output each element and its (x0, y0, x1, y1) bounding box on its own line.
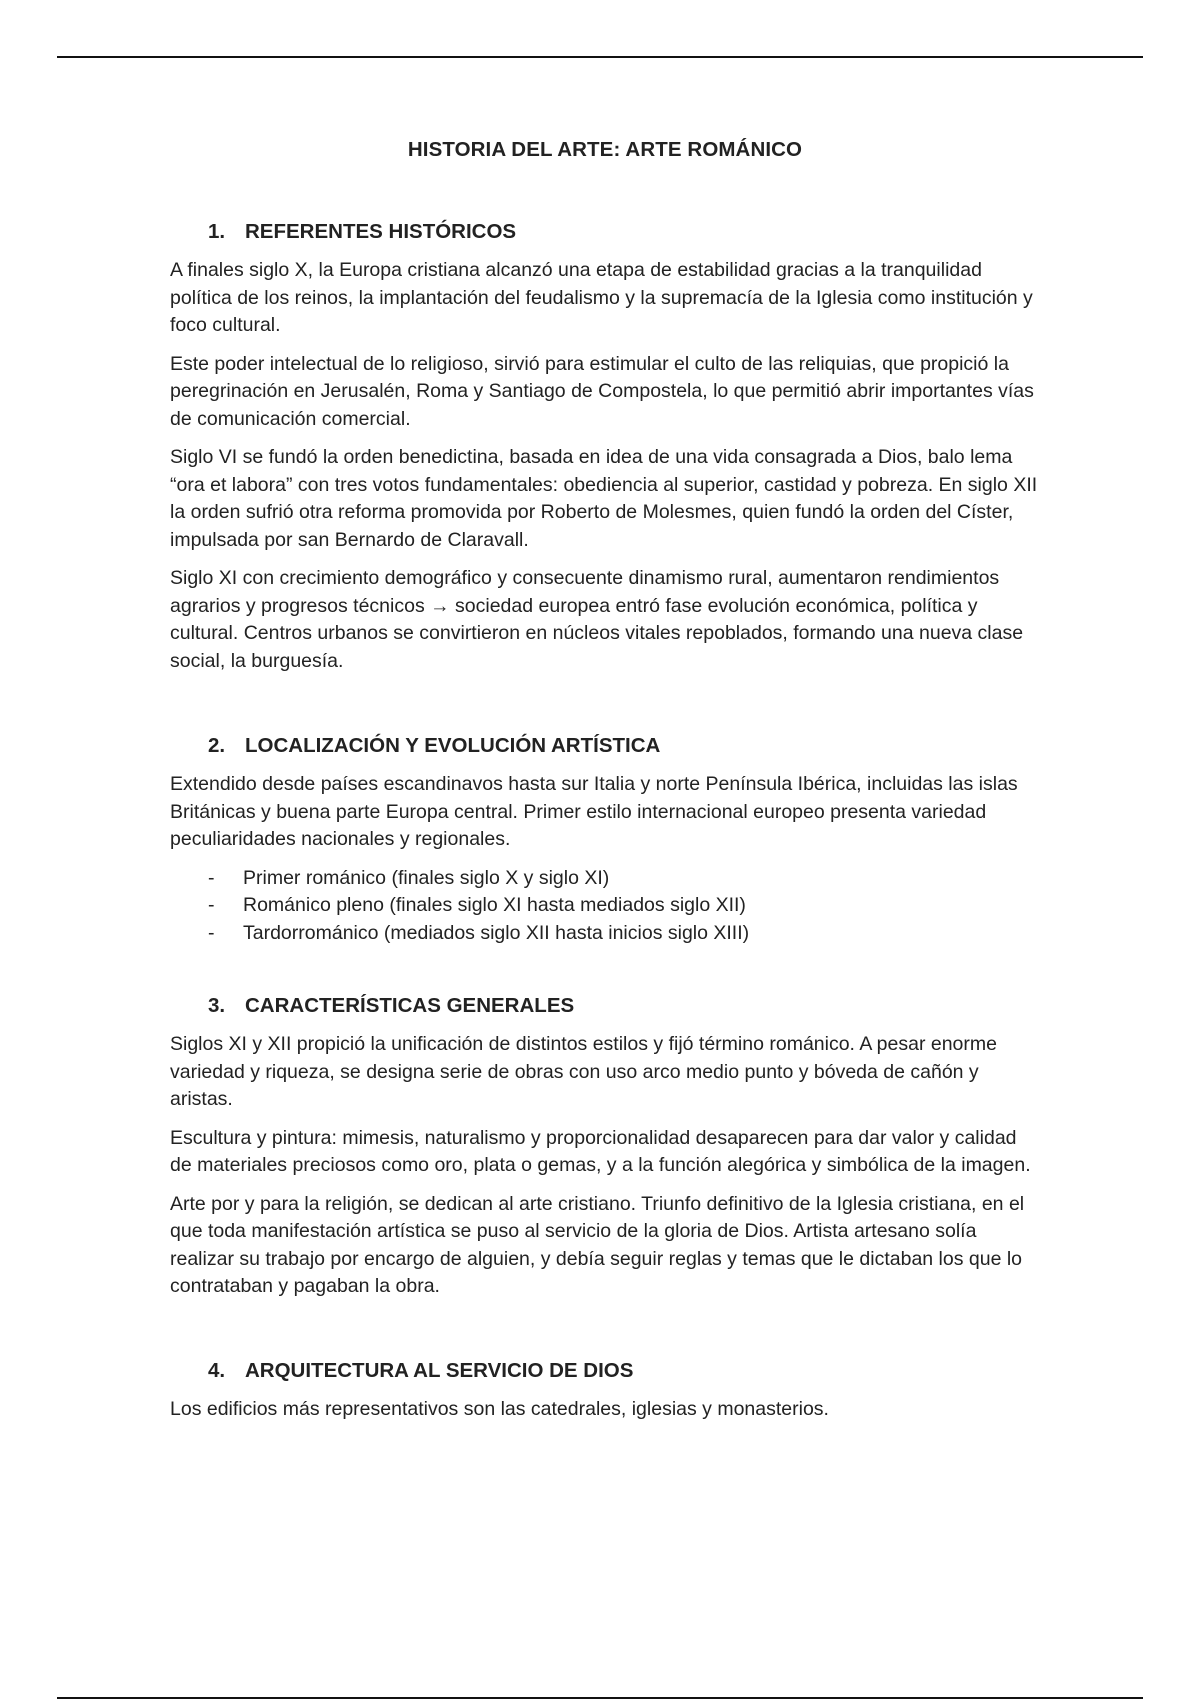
list-bullet: - (208, 866, 215, 889)
section-heading (170, 1359, 1040, 1383)
paragraph: Arte por y para la religión, se dedican al arte cristiano. Triunfo definitivo de la Iglesia cristiana, en el que toda manifestación artística se puso al servicio de la gloria de Dios. Artista artesano solía realizar su trabajo por encargo de alguien, y debía seguir reglas y temas que le dictaban los que lo contrataban y pagaban la obra. (170, 1192, 1025, 1297)
section-caracteristicas-generales (170, 994, 1040, 1301)
section-heading (170, 994, 1040, 1018)
list-bullet: - (208, 921, 215, 944)
paragraph: Siglo VI se fundó la orden benedictina, basada en idea de una vida consagrada a Dios, balo lema “ora et labora” con tres votos fundamentales: obediencia al superior, castidad y pobreza. En siglo XII la orden sufrió otra reforma promovida por Roberto de Molesmes, quien fundó la orden del Císter, impulsada por san Bernardo de Claravall. (170, 446, 1038, 551)
section-title: ARQUITECTURA AL SERVICIO DE DIOS (245, 1358, 634, 1382)
section-referentes-historicos (170, 220, 1040, 675)
list-item-text: Primer románico (finales siglo X y siglo XI) (243, 866, 610, 889)
section-heading (170, 220, 1040, 244)
header-rule (57, 56, 1143, 58)
document-title: HISTORIA DEL ARTE: ARTE ROMÁNICO (407, 138, 803, 161)
paragraph: Siglos XI y XII propició la unificación de distintos estilos y fijó término románico. A pesar enorme variedad y riqueza, se designa serie de obras con uso arco medio punto y bóveda de cañón y aristas. (170, 1033, 997, 1110)
list-item (170, 865, 1040, 893)
period-list (170, 865, 1040, 948)
section-number: 1. (208, 220, 226, 243)
list-item (170, 892, 1040, 920)
list-item-text: Románico pleno (finales siglo XI hasta mediados siglo XII) (243, 894, 746, 916)
paragraph: Escultura y pintura: mimesis, naturalismo y proporcionalidad desaparecen para dar valor y calidad de materiales preciosos como oro, plata o gemas, y a la función alegórica y simbólica de la imagen. (170, 1126, 1031, 1176)
paragraph: Extendido desde países escandinavos hasta sur Italia y norte Península Ibérica, incluidas las islas Británicas y buena parte Europa central. Primer estilo internacional europeo presenta variedad peculiaridades nacionales y regionales. (170, 773, 1018, 850)
section-number: 2. (208, 734, 226, 757)
section-arquitectura (170, 1359, 1040, 1424)
paragraph: Siglo XI con crecimiento demográfico y consecuente dinamismo rural, aumentaron rendimientos agrarios y progresos técnicos → sociedad europea entró fase evolución económica, política y cultural. Centros urbanos se convirtieron en núcleos vitales repoblados, formando una nueva clase social, la burguesía. (170, 567, 1024, 672)
section-title: REFERENTES HISTÓRICOS (245, 220, 517, 243)
document-page (170, 138, 1040, 1434)
section-title: LOCALIZACIÓN Y EVOLUCIÓN ARTÍSTICA (245, 734, 661, 757)
list-item (170, 920, 1040, 948)
list-item-text: Tardorrománico (mediados siglo XII hasta inicios siglo XIII) (243, 921, 750, 944)
section-heading (170, 734, 1040, 758)
paragraph: A finales siglo X, la Europa cristiana alcanzó una etapa de estabilidad gracias a la tranquilidad política de los reinos, la implantación del feudalismo y la supremacía de la Iglesia como institución y foco cultural. (170, 259, 1033, 336)
section-localizacion-evolucion (170, 734, 1040, 947)
section-title: CARACTERÍSTICAS GENERALES (245, 994, 575, 1017)
list-bullet: - (208, 894, 215, 916)
section-number: 3. (208, 994, 226, 1017)
section-number: 4. (208, 1358, 226, 1382)
paragraph: Los edificios más representativos son las catedrales, iglesias y monasterios. (170, 1397, 829, 1420)
footer-rule (57, 1697, 1143, 1699)
paragraph: Este poder intelectual de lo religioso, sirvió para estimular el culto de las reliquias, que propició la peregrinación en Jerusalén, Roma y Santiago de Compostela, lo que permitió abrir importantes vías de comunicación comercial. (170, 352, 1034, 430)
